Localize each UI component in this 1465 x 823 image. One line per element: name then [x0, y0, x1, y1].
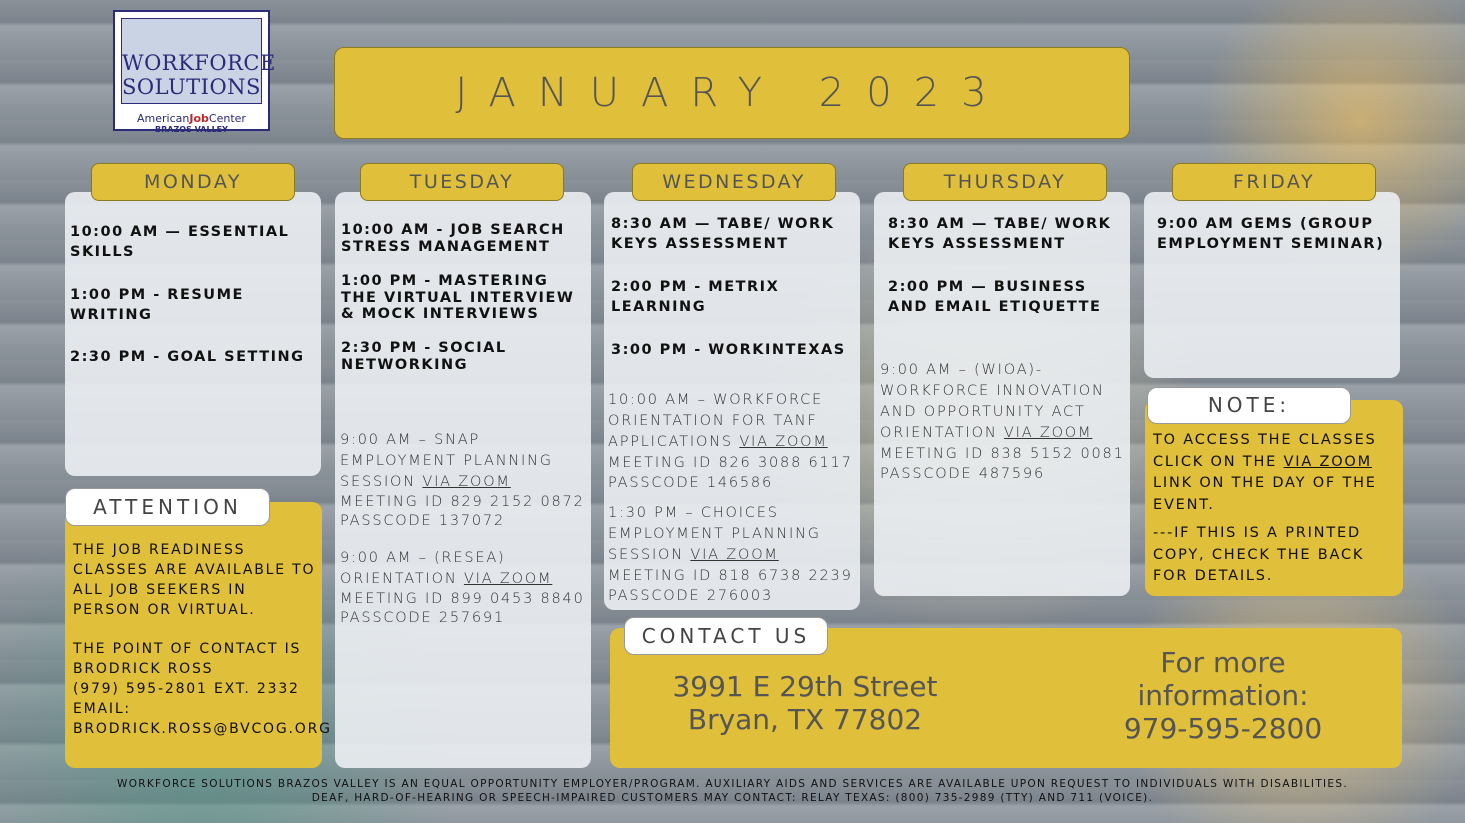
- logo-region: BRAZOS VALLEY: [155, 125, 228, 134]
- attention-tab: ATTENTION: [65, 488, 270, 526]
- thursday-panel: [874, 192, 1130, 596]
- ajc-text-b: Job: [189, 112, 209, 125]
- thursday-tab: THURSDAY: [903, 163, 1107, 201]
- attention-contact-line-2: BRODRICK ROSS: [73, 661, 214, 677]
- tuesday-tab: TUESDAY: [360, 163, 564, 201]
- tuesday-panel: [335, 192, 591, 768]
- thursday-zoom-1-title: 9:00 AM – (WIOA)-WORKFORCE INNOVATION AND OPPORTUNITY ACT ORIENTATION VIA ZOOM: [880, 362, 1105, 441]
- wednesday-event-2: 2:00 PM - METRIX LEARNING: [611, 279, 780, 315]
- monday-event-3: 2:30 PM - GOAL SETTING: [70, 349, 305, 365]
- note-tab: NOTE:: [1147, 387, 1351, 424]
- friday-tab: FRIDAY: [1172, 163, 1376, 201]
- footer-disclaimer: [0, 777, 1465, 805]
- note-box: [1145, 400, 1403, 596]
- wednesday-zoom-2-title: 1:30 PM – CHOICES EMPLOYMENT PLANNING SESSION VIA ZOOM: [608, 505, 821, 563]
- american-job-center-mark: [115, 112, 268, 125]
- footer-line-2: DEAF, HARD-OF-HEARING OR SPEECH-IMPAIRED CUSTOMERS MAY CONTACT: RELAY TEXAS: (800) 735-2989 (TTY) AND 711 (VOICE).: [311, 792, 1154, 804]
- thursday-zoom-1-meeting: MEETING ID 838 5152 0081: [880, 446, 1125, 462]
- attention-contact-line-3: (979) 595-2801 EXT. 2332: [73, 681, 300, 697]
- wednesday-zoom-1-title: 10:00 AM – WORKFORCE ORIENTATION FOR TANF APPLICATIONS VIA ZOOM: [608, 392, 828, 450]
- wednesday-zoom-1-passcode: PASSCODE 146586: [608, 475, 773, 491]
- ajc-text-c: Center: [208, 112, 246, 125]
- wednesday-zoom-1-meeting: MEETING ID 826 3088 6117: [608, 455, 853, 471]
- contact-info-line-2: information:: [1137, 679, 1309, 712]
- monday-event-2: 1:00 PM - RESUME WRITING: [70, 287, 244, 323]
- tuesday-zoom-2-meeting: MEETING ID 899 0453 8840: [340, 591, 585, 607]
- month-title: JANUARY 2023: [455, 70, 1009, 116]
- contact-tab: CONTACT US: [624, 617, 828, 655]
- contact-address-line-2: Bryan, TX 77802: [687, 703, 923, 736]
- wednesday-event-3: 3:00 PM - WORKINTEXAS: [611, 342, 846, 358]
- thursday-event-1: 8:30 AM — TABE/ WORK KEYS ASSESSMENT: [888, 216, 1112, 252]
- footer-line-1: WORKFORCE SOLUTIONS BRAZOS VALLEY IS AN EQUAL OPPORTUNITY EMPLOYER/PROGRAM. AUXILIARY AIDS AND SERVICES ARE AVAILABLE UPON REQUEST TO INDIVIDUALS WITH DISABILITIES.: [117, 778, 1348, 790]
- tuesday-zoom-2-passcode: PASSCODE 257691: [340, 610, 505, 626]
- wednesday-panel: [604, 192, 860, 610]
- attention-contact-line-4: EMAIL:: [73, 701, 131, 717]
- thursday-zoom-1-passcode: PASSCODE 487596: [880, 466, 1045, 482]
- tuesday-zoom-2-link[interactable]: VIA ZOOM: [463, 571, 553, 587]
- contact-info: [1088, 646, 1358, 745]
- attention-contact-line-1: THE POINT OF CONTACT IS: [73, 641, 302, 657]
- tuesday-zoom-1-title: 9:00 AM – SNAP EMPLOYMENT PLANNING SESSION VIA ZOOM: [340, 432, 553, 490]
- month-title-banner: [334, 47, 1130, 139]
- wednesday-zoom-2-meeting: MEETING ID 818 6738 2239: [608, 568, 853, 584]
- note-zoom-link[interactable]: VIA ZOOM: [1283, 453, 1372, 470]
- friday-event-1: 9:00 AM GEMS (GROUP EMPLOYMENT SEMINAR): [1157, 216, 1385, 252]
- wednesday-event-1: 8:30 AM — TABE/ WORK KEYS ASSESSMENT: [611, 216, 835, 252]
- contact-address: [650, 670, 960, 736]
- monday-event-1: 10:00 AM — ESSENTIAL SKILLS: [70, 224, 290, 260]
- contact-info-line-1: For more: [1160, 646, 1286, 679]
- tuesday-event-1: 10:00 AM - JOB SEARCH STRESS MANAGEMENT: [341, 222, 565, 255]
- tuesday-zoom-1-meeting: MEETING ID 829 2152 0872: [340, 494, 585, 510]
- workforce-solutions-logo: [113, 10, 276, 134]
- wednesday-zoom-1-link[interactable]: VIA ZOOM: [739, 434, 828, 450]
- contact-phone[interactable]: 979-595-2800: [1123, 712, 1323, 745]
- attention-email[interactable]: BRODRICK.ROSS@BVCOG.ORG: [73, 721, 332, 737]
- tuesday-event-3: 2:30 PM - SOCIAL NETWORKING: [341, 339, 507, 373]
- logo-line-1: WORKFORCE: [122, 51, 276, 75]
- thursday-zoom-1-link[interactable]: VIA ZOOM: [1003, 425, 1093, 441]
- tuesday-zoom-2-title: 9:00 AM – (RESEA) ORIENTATION VIA ZOOM: [340, 550, 553, 587]
- contact-address-line-1: 3991 E 29th Street: [672, 670, 938, 703]
- monday-panel: [65, 192, 321, 476]
- note-text-2: ---IF THIS IS A PRINTED COPY, CHECK THE BACK FOR DETAILS.: [1153, 525, 1365, 584]
- ajc-text-a: American: [137, 112, 190, 125]
- logo-line-2: SOLUTIONS: [122, 75, 261, 99]
- wednesday-zoom-2-passcode: PASSCODE 276003: [608, 588, 773, 604]
- tuesday-event-2: 1:00 PM - MASTERING THE VIRTUAL INTERVIEW & MOCK INTERVIEWS: [341, 273, 575, 322]
- friday-panel: [1144, 192, 1400, 378]
- wednesday-tab: WEDNESDAY: [632, 163, 836, 201]
- tuesday-zoom-1-link[interactable]: VIA ZOOM: [422, 474, 511, 490]
- note-text-1: TO ACCESS THE CLASSES CLICK ON THE VIA ZOOM LINK ON THE DAY OF THE EVENT.: [1153, 432, 1377, 513]
- wednesday-zoom-2-link[interactable]: VIA ZOOM: [690, 547, 779, 563]
- attention-text-1: THE JOB READINESS CLASSES ARE AVAILABLE TO ALL JOB SEEKERS IN PERSON OR VIRTUAL.: [73, 542, 316, 618]
- attention-box: [65, 502, 332, 768]
- thursday-event-2: 2:00 PM — BUSINESS AND EMAIL ETIQUETTE: [888, 279, 1102, 315]
- monday-tab: MONDAY: [91, 163, 295, 201]
- tuesday-zoom-1-passcode: PASSCODE 137072: [340, 513, 505, 529]
